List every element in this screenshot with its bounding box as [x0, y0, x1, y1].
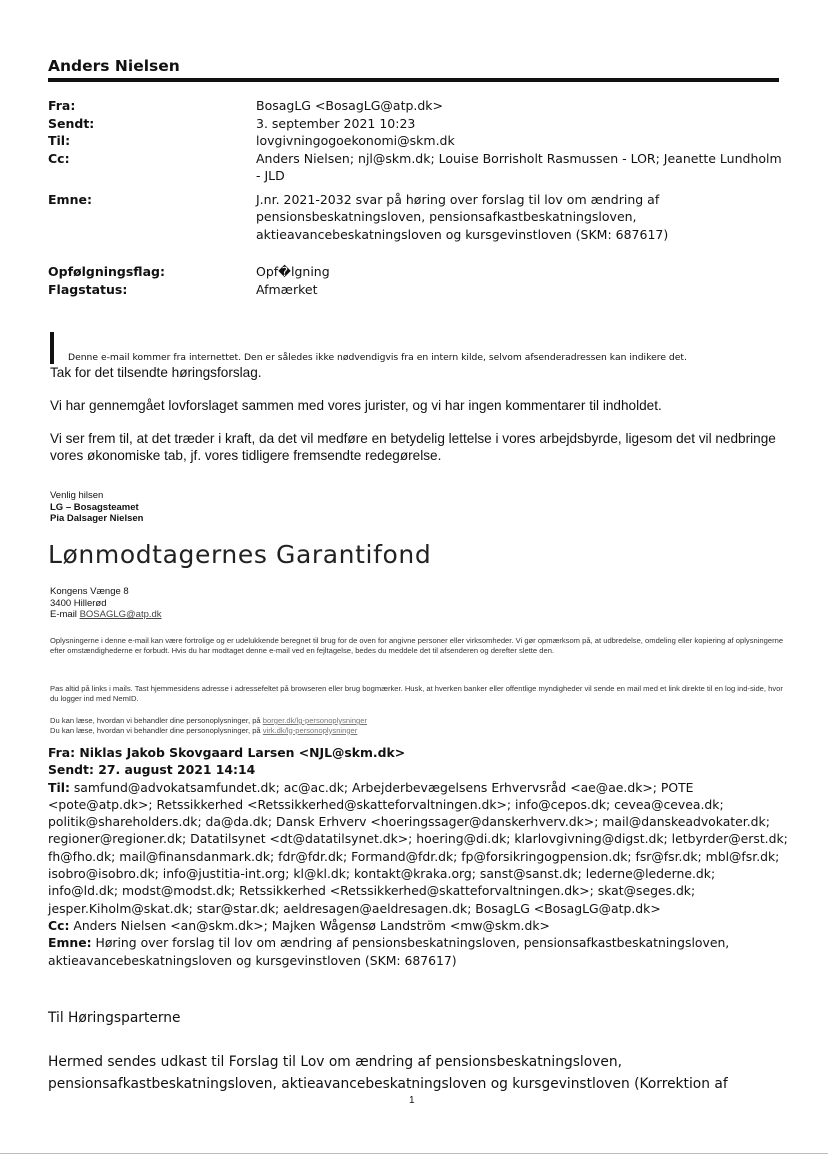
header-value: Opf�lgning: [256, 264, 330, 279]
disclaimer-links: Pas altid på links i mails. Tast hjemmesidens adresse i adressefeltet på browseren eller brug bogmærker. Husk, at hverken banker eller offentlige myndigheder vil sende en mail med et link direkte til en log ind-side, hvor du logger ind med NemID.: [50, 684, 783, 703]
signature-team: LG – Bosagsteamet: [50, 501, 139, 513]
address-city: 3400 Hillerød: [50, 597, 107, 609]
address-street: Kongens Vænge 8: [50, 586, 129, 597]
header-label: Cc:: [48, 150, 70, 166]
header-value: Afmærket: [256, 281, 318, 297]
privacy-link-borger[interactable]: borger.dk/lg-personoplysninger: [262, 716, 368, 725]
privacy-link-virk[interactable]: virk.dk/lg-personoplysninger: [262, 725, 358, 735]
header-value: 3. september 2021 10:23: [256, 115, 416, 131]
address-block: [50, 586, 162, 621]
privacy-line-2: Du kan læse, hvordan vi behandler dine personoplysninger, på virk.dk/lg-personoplysninger: [50, 725, 358, 735]
header-row-flag: [48, 263, 788, 281]
forwarded-subject: Emne: Høring over forslag til lov om ændring af pensionsbeskatningsloven, pensionsafkastbeskatningsloven, aktieavancebeskatningsloven og kursgevinstloven (SKM: 687617): [48, 935, 730, 968]
header-label: Flagstatus:: [48, 281, 128, 297]
header-row-to: [48, 132, 788, 150]
body-paragraph: Vi ser frem til, at det træder i kraft, da det vil medføre en betydelig lettelse i vores arbejdsbyrde, ligesom det vil nedbringe vores økonomiske tab, jf. vores tidligere fremsendte redegørelse.: [50, 431, 776, 463]
email-link[interactable]: BOSAGLG@atp.dk: [79, 609, 162, 620]
intro-text: Hermed sendes udkast til Forslag til Lov om ændring af pensionsbeskatningsloven, pensionsafkastbeskatningsloven, aktieavancebeskatningsloven og kursgevinstloven (Korrektion af: [48, 1054, 728, 1092]
forwarded-from: Fra: Niklas Jakob Skovgaard Larsen <NJL@skm.dk>: [48, 745, 406, 760]
privacy-line-1: Du kan læse, hvordan vi behandler dine personoplysninger, på borger.dk/lg-personoplysninger: [50, 716, 368, 725]
header-label: Fra:: [48, 98, 76, 113]
header-value: BosagLG <BosagLG@atp.dk>: [256, 98, 444, 113]
header-row-from: [48, 97, 788, 115]
forwarded-cc: Cc: Anders Nielsen <an@skm.dk>; Majken Wågensø Landström <mw@skm.dk>: [48, 917, 550, 933]
header-value: lovgivningogoekonomi@skm.dk: [256, 133, 455, 148]
external-mail-notice: [50, 332, 780, 364]
signature-name: Pia Dalsager Nielsen: [50, 513, 144, 524]
brand-logo-text: Lønmodtagernes Garantifond: [48, 540, 432, 569]
forwarded-header: [48, 744, 788, 969]
notice-text: Denne e-mail kommer fra internettet. Den er således ikke nødvendigvis fra en intern kilde, selvom afsenderadressen kan indikere det.: [68, 352, 687, 363]
header-value: Anders Nielsen; njl@skm.dk; Louise Borrisholt Rasmussen - LOR; Jeanette Lundholm - JLD: [256, 150, 782, 183]
greeting-line: Til Høringsparterne: [48, 1010, 181, 1026]
forwarded-sent: Sendt: 27. august 2021 14:14: [48, 762, 256, 778]
email-body: [50, 364, 780, 480]
page-number: 1: [409, 1095, 415, 1106]
privacy-notes: [50, 716, 785, 735]
address-email-line: [50, 609, 162, 621]
scan-edge-line: [0, 1153, 828, 1154]
header-label: Til:: [48, 133, 71, 148]
header-row-sent: [48, 115, 788, 133]
header-label: Sendt:: [48, 115, 95, 131]
author-name: Anders Nielsen: [48, 57, 180, 75]
subject-value: J.nr. 2021-2032 svar på høring over forslag til lov om ændring af pensionsbeskatningsloven, pensionsafkastbeskatningsloven, aktieavancebeskatningsloven og kursgevinstloven (SKM: 687617): [256, 191, 669, 242]
header-row-flag-status: [48, 281, 788, 299]
header-row-cc: [48, 150, 788, 185]
body-paragraph: Vi har gennemgået lovforslaget sammen med vores jurister, og vi har ingen kommentarer til indholdet.: [50, 398, 662, 413]
disclaimer-confidential: Oplysningerne i denne e-mail kan være fortrolige og er udelukkende beregnet til brug for de oven for angivne personer eller virksomheder. Vi gør opmærksom på, at udbredelse, omdeling eller kopiering af oplysningerne efter omstændighederne er forbudt. Hvis du har modtaget denne e-mail ved en fejltagelse, bedes du meddele det til afsenderen og derefter slette den.: [50, 636, 784, 655]
email-label: E-mail: [50, 609, 80, 620]
header-label: Emne:: [48, 191, 92, 207]
body-paragraph: Tak for det tilsendte høringsforslag.: [50, 365, 262, 380]
header-label: Opfølgningsflag:: [48, 264, 165, 279]
forwarded-to: Til: samfund@advokatsamfundet.dk; ac@ac.dk; Arbejderbevægelsens Erhvervsråd <ae@ae.dk>; POTE <pote@atp.dk>; Retssikkerhed <Retssikkerhed@skatteforvaltningen.dk>; info@cepos.dk; cevea@cevea.dk; politik@shareholders.dk; da@da.dk; Dansk Erhverv <hoeringssager@danskerhverv.dk>; mail@danskeadvokater.dk; regioner@regioner.dk; Datatilsynet <dt@datatilsynet.dk>; hoering@di.dk; klarlovgivning@digst.dk; letbyrder@erst.dk; fh@fho.dk; mail@finansdanmark.dk; fdr@fdr.dk; Formand@fdr.dk; fp@forsikringogpension.dk; fsr@fsr.dk; mbl@fsr.dk; isobro@isobro.dk; info@justitia-int.org; kl@kl.dk; kontakt@kraka.org; sanst@sanst.dk; lederne@lederne.dk; info@ld.dk; modst@modst.dk; Retssikkerhed <Retssikkerhed@skatteforvaltningen.dk>; skat@seges.dk; jesper.Kiholm@skat.dk; star@star.dk; aeldresagen@aeldresagen.dk; BosagLG <BosagLG@atp.dk>: [48, 779, 788, 916]
email-header: [48, 97, 788, 298]
signature-greeting: Venlig hilsen: [50, 490, 104, 501]
notice-bar: [50, 332, 54, 364]
header-rule: [48, 78, 779, 82]
header-row-subject: [48, 191, 788, 244]
signature: [50, 490, 143, 525]
